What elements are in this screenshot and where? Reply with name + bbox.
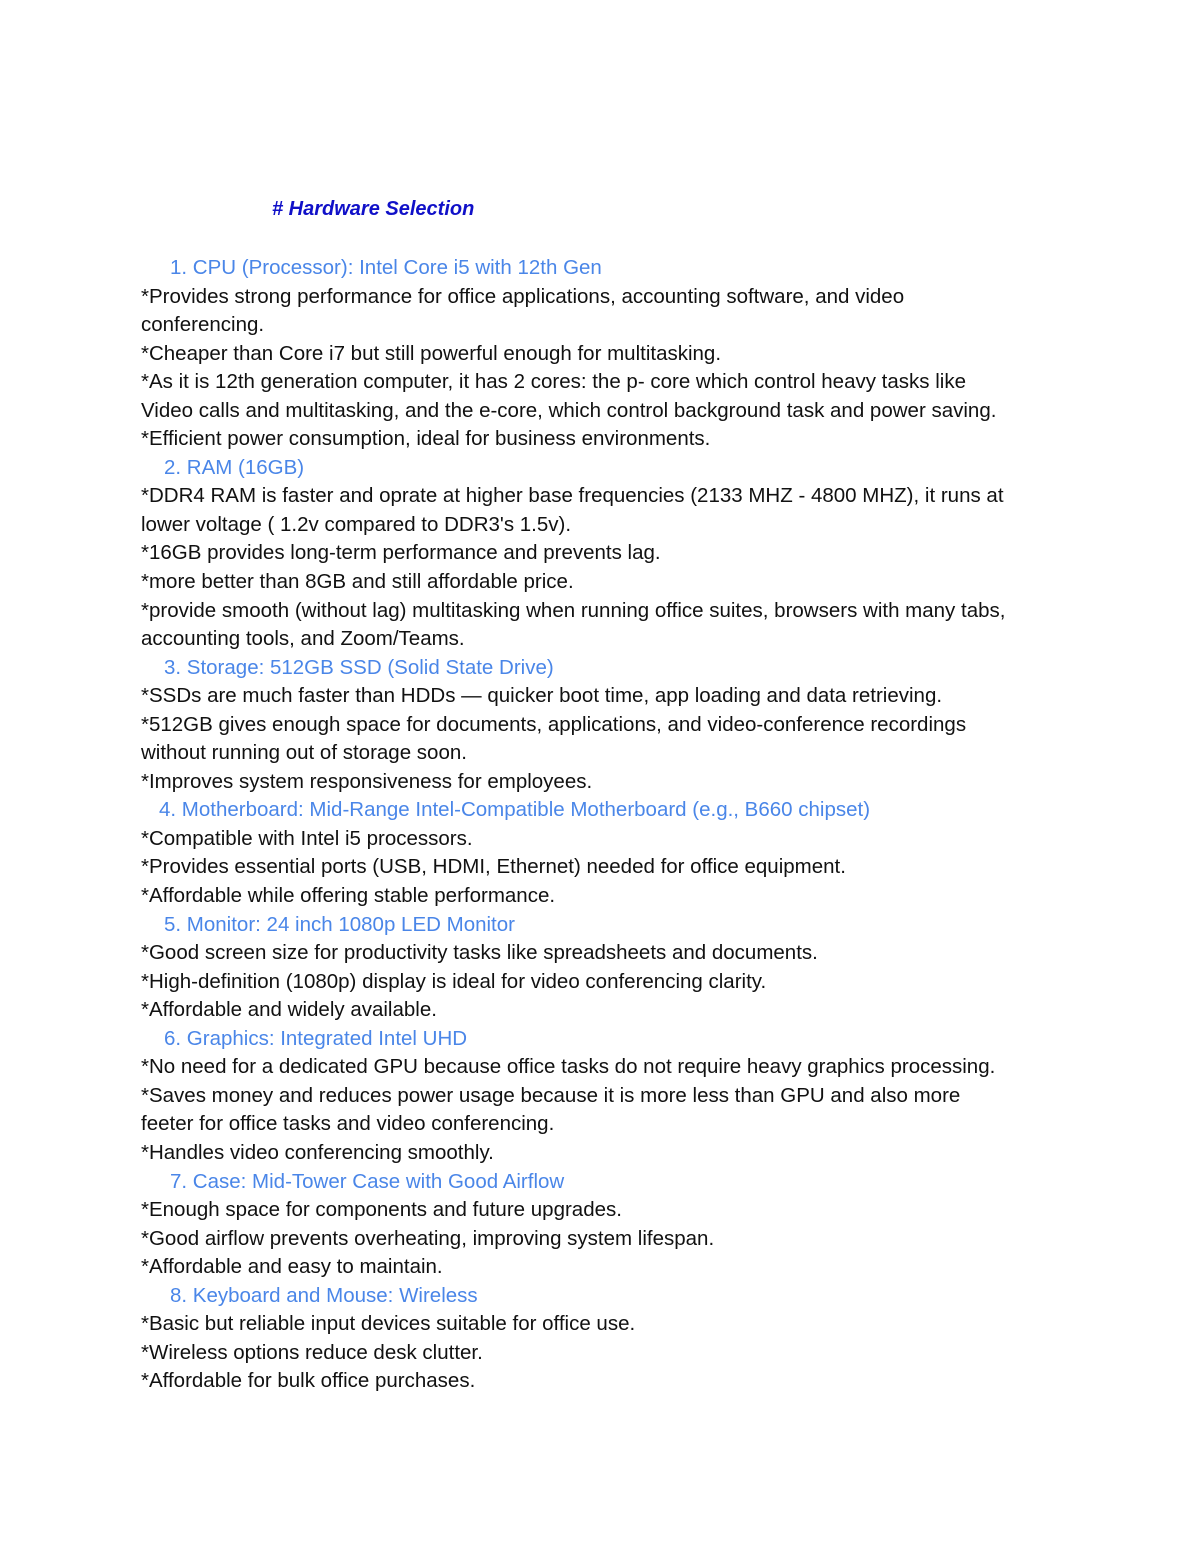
bullet-line: *Cheaper than Core i7 but still powerful enough for multitasking. — [141, 341, 722, 365]
bullet-line: *Provides strong performance for office applications, accounting software, and video — [141, 284, 905, 308]
bullet-line: *Compatible with Intel i5 processors. — [141, 826, 473, 850]
bullet-line: *Basic but reliable input devices suitable for office use. — [141, 1312, 636, 1336]
bullet-line: *Affordable and easy to maintain. — [141, 1255, 443, 1279]
bullet-line: Video calls and multitasking, and the e-core, which control background task and power saving. — [141, 398, 997, 422]
bullet-line: *more better than 8GB and still affordable price. — [141, 570, 574, 594]
bullet-line: *Affordable and widely available. — [141, 998, 437, 1022]
bullet-line: accounting tools, and Zoom/Teams. — [141, 627, 465, 651]
bullet-line: *SSDs are much faster than HDDs — quicker boot time, app loading and data retrieving. — [141, 684, 943, 708]
bullet-line: *Handles video conferencing smoothly. — [141, 1140, 494, 1164]
section-motherboard — [141, 796, 1061, 910]
bullet-line: *No need for a dedicated GPU because office tasks do not require heavy graphics processing. — [141, 1055, 996, 1079]
bullet-line: without running out of storage soon. — [141, 741, 467, 765]
bullet-line: *High-definition (1080p) display is ideal for video conferencing clarity. — [141, 969, 767, 993]
bullet-line: *512GB gives enough space for documents, applications, and video-conference recordings — [141, 712, 967, 736]
document-body — [141, 254, 1061, 1396]
document-title: # Hardware Selection — [272, 198, 475, 220]
bullet-line: *16GB provides long-term performance and prevents lag. — [141, 541, 661, 565]
bullet-line: feeter for office tasks and video conferencing. — [141, 1112, 555, 1136]
section-heading: 5. Monitor: 24 inch 1080p LED Monitor — [164, 912, 515, 936]
bullet-line: *Efficient power consumption, ideal for business environments. — [141, 427, 711, 451]
bullet-line: *Good airflow prevents overheating, improving system lifespan. — [141, 1226, 715, 1250]
section-heading: 7. Case: Mid-Tower Case with Good Airflow — [170, 1169, 565, 1193]
section-heading: 2. RAM (16GB) — [164, 455, 305, 479]
bullet-line: *Provides essential ports (USB, HDMI, Ethernet) needed for office equipment. — [141, 855, 846, 879]
section-cpu — [141, 254, 1061, 454]
bullet-line: lower voltage ( 1.2v compared to DDR3's 1.5v). — [141, 512, 572, 536]
section-storage — [141, 654, 1061, 797]
section-heading: 3. Storage: 512GB SSD (Solid State Drive) — [164, 655, 554, 679]
section-case — [141, 1168, 1061, 1282]
bullet-line: *As it is 12th generation computer, it has 2 cores: the p- core which control heavy tasks like — [141, 370, 966, 394]
section-ram — [141, 454, 1061, 654]
section-heading: 8. Keyboard and Mouse: Wireless — [170, 1283, 478, 1307]
bullet-line: *Improves system responsiveness for employees. — [141, 769, 593, 793]
bullet-line: *Good screen size for productivity tasks like spreadsheets and documents. — [141, 941, 818, 965]
bullet-line: *Enough space for components and future upgrades. — [141, 1198, 622, 1222]
bullet-line: *provide smooth (without lag) multitasking when running office suites, browsers with many tabs, — [141, 598, 1006, 622]
bullet-line: *Wireless options reduce desk clutter. — [141, 1340, 483, 1364]
section-heading: 4. Motherboard: Mid-Range Intel-Compatible Motherboard (e.g., B660 chipset) — [159, 798, 871, 822]
section-heading: 1. CPU (Processor): Intel Core i5 with 12th Gen — [170, 256, 602, 279]
section-graphics — [141, 1025, 1061, 1168]
section-monitor — [141, 911, 1061, 1025]
section-heading: 6. Graphics: Integrated Intel UHD — [164, 1026, 468, 1050]
bullet-line: *Affordable while offering stable performance. — [141, 884, 556, 908]
bullet-line: conferencing. — [141, 313, 265, 337]
bullet-line: *DDR4 RAM is faster and oprate at higher base frequencies (2133 MHZ - 4800 MHZ), it runs at — [141, 484, 1004, 508]
bullet-line: *Saves money and reduces power usage because it is more less than GPU and also more — [141, 1083, 961, 1107]
section-keyboard-mouse — [141, 1282, 1061, 1396]
bullet-line: *Affordable for bulk office purchases. — [141, 1369, 476, 1393]
